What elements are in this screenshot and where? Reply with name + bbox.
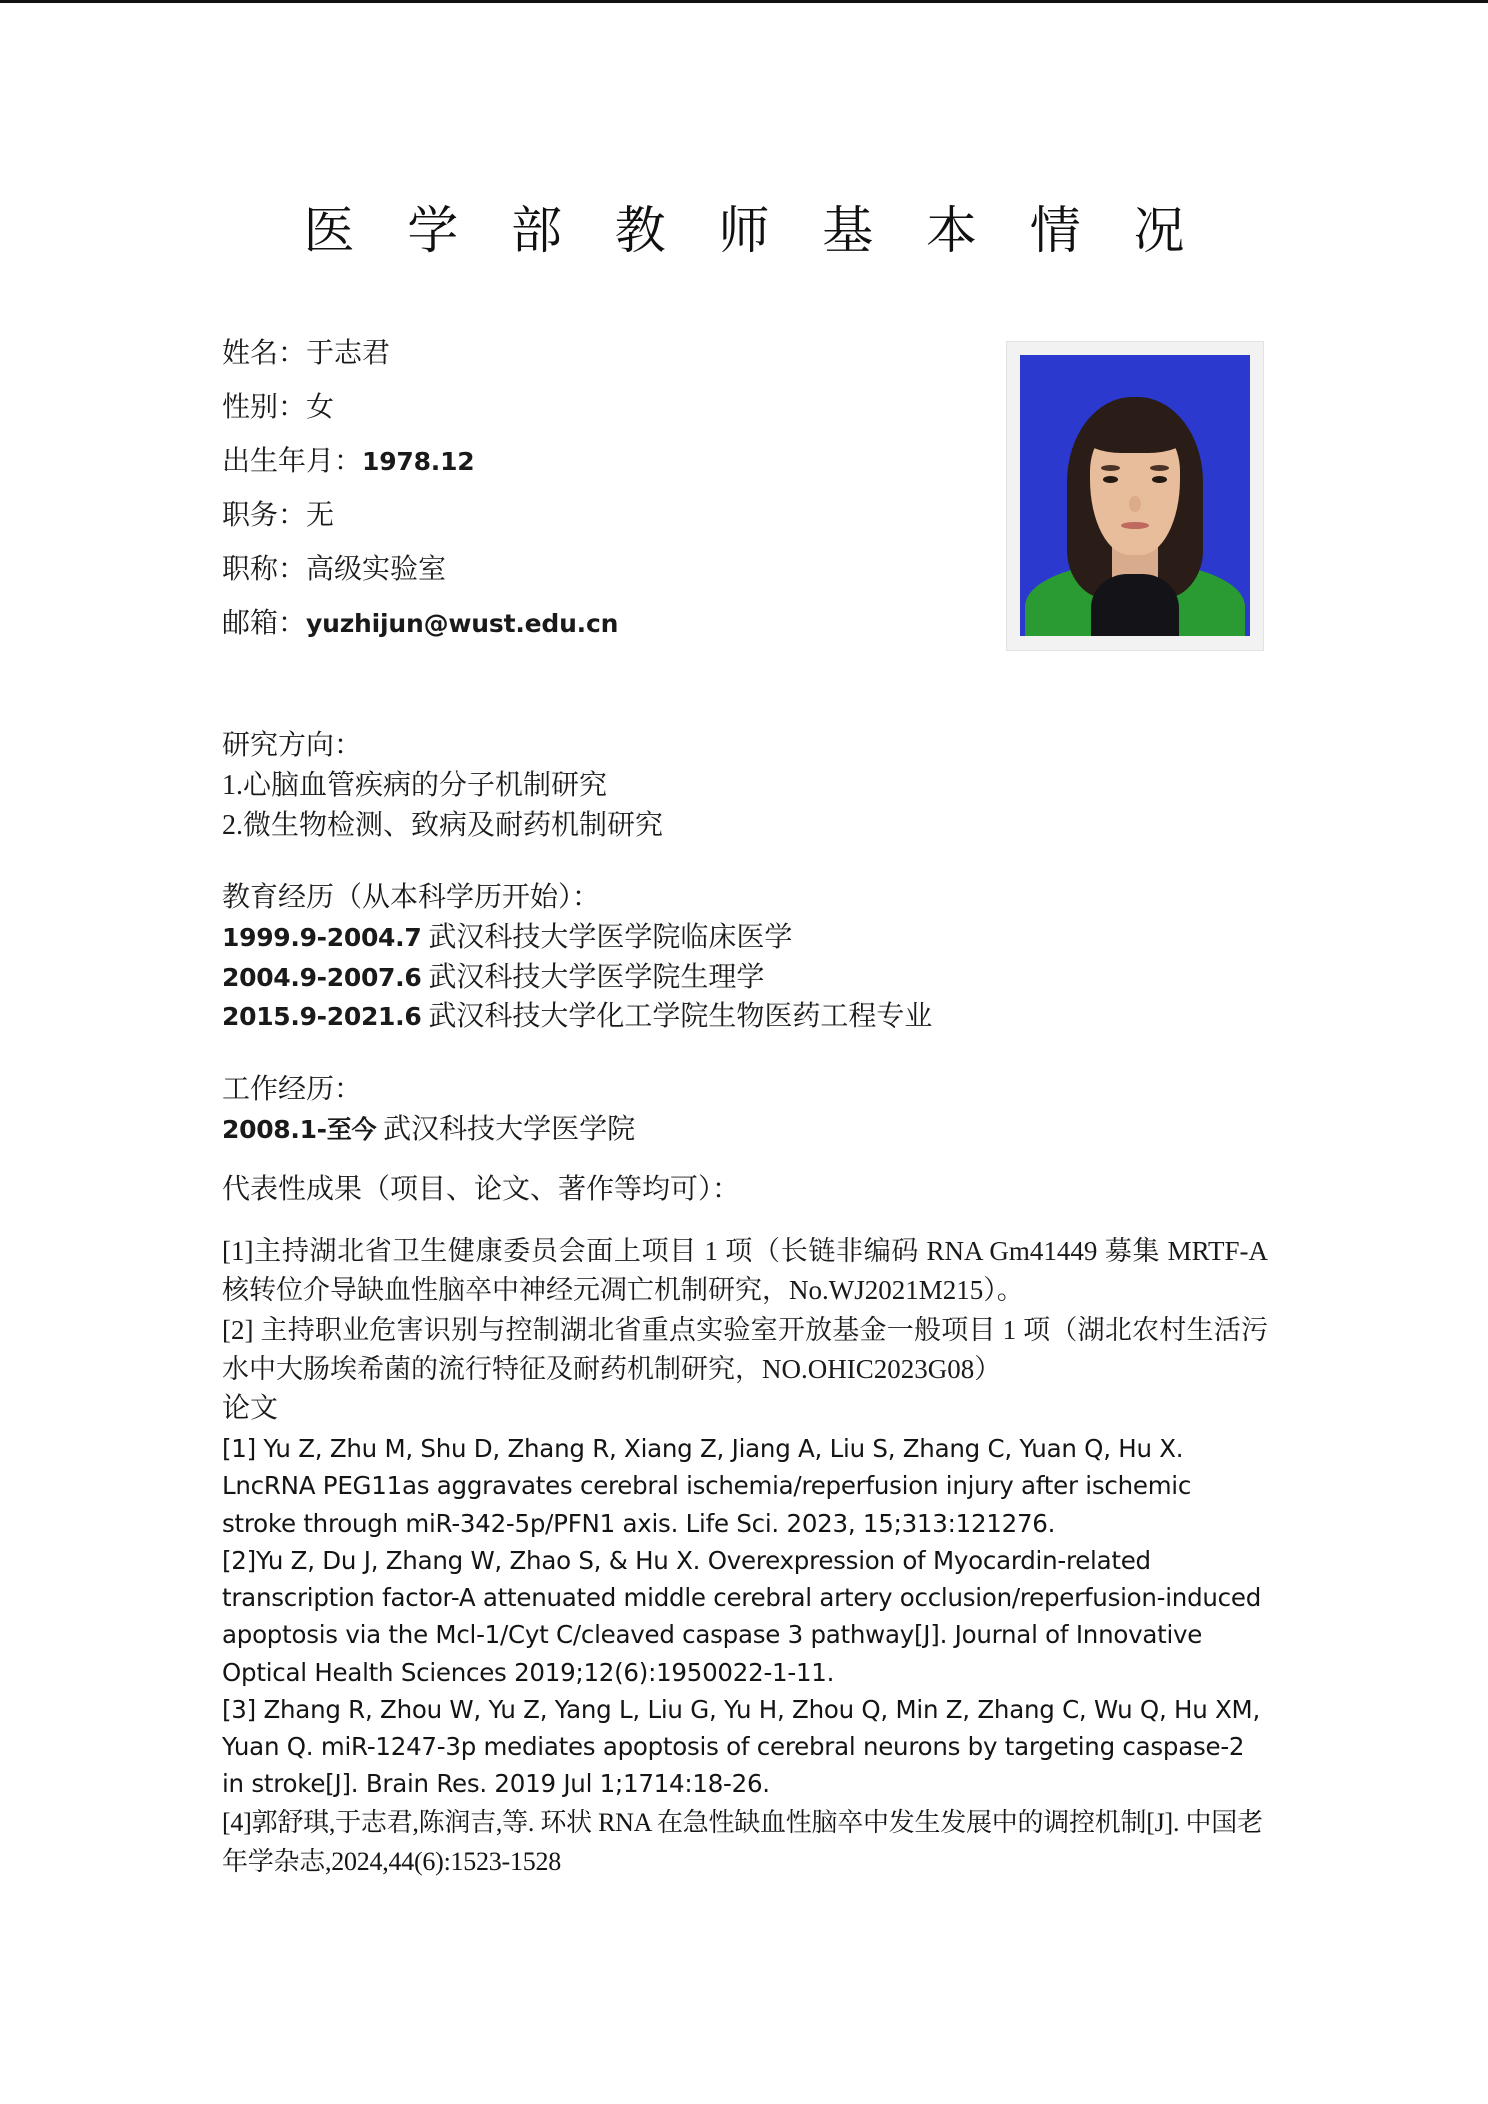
info-value-gender: 女 [306,392,335,423]
portrait-photo [1020,355,1250,636]
education-item-1 [222,918,1272,958]
info-row-email [222,610,942,638]
info-label-position: 职务： [222,500,307,531]
info-label-gender: 性别： [222,392,307,423]
education-item-2 [222,958,1272,998]
portrait-nose [1129,496,1141,513]
portrait-turtleneck [1091,574,1178,636]
info-label-name: 姓名： [222,338,307,369]
work-detail-1: 武汉科技大学医学院 [383,1113,636,1145]
achievements-project-2: [2] 主持职业危害识别与控制湖北省重点实验室开放基金一般项目 1 项（湖北农村生活污水中大肠埃希菌的流行特征及耐药机制研究，NO.OHIC2023G08） [222,1314,1268,1384]
work-heading: 工作经历： [222,1074,363,1105]
info-row-position [222,502,942,530]
education-period-1: 1999.9-2004.7 [222,922,422,952]
info-label-title: 职称： [222,554,307,585]
paper-reference-4: [4]郭舒琪,于志君,陈润吉,等. 环状 RNA 在急性缺血性脑卒中发生发展中的调控机制[J]. 中国老年学杂志,2024,44(6):1523-1528 [222,1807,1263,1877]
info-value-birthdate: 1978.12 [362,447,475,476]
papers-label: 论文 [222,1393,279,1425]
info-value-email: yuzhijun@wust.edu.cn [306,609,619,638]
education-heading: 教育经历（从本科学历开始）： [222,882,601,913]
info-value-position: 无 [306,500,335,531]
education-detail-3: 武汉科技大学化工学院生物医药工程专业 [428,1001,933,1033]
portrait-eyebrow-right [1150,465,1170,471]
work-item-1 [222,1110,1272,1150]
education-section [222,878,1272,1037]
basic-info-list [222,340,942,664]
education-detail-2: 武汉科技大学医学院生理学 [428,961,765,993]
education-period-3: 2015.9-2021.6 [222,1002,422,1032]
research-item-1: 1.心脑血管疾病的分子机制研究 [222,769,608,801]
research-heading: 研究方向： [222,730,363,761]
page-top-rule [0,0,1488,3]
info-row-name [222,340,942,368]
paper-reference-2: [2]Yu Z, Du J, Zhang W, Zhao S, & Hu X. Overexpression of Myocardin-related transcription factor-A attenuated middle cerebral artery occlusion/reperfusion-induced apoptosis via the Mcl-1/Cyt C/cleaved caspase 3 pathway[J]. Journal of Innovative Optical Health Sciences 2019;12(6):1950022-1-11. [222,1545,1262,1687]
research-item-2: 2.微生物检测、致病及耐药机制研究 [222,809,664,841]
work-period-1: 2008.1-至今 [222,1114,377,1144]
achievements-project-1: [1]主持湖北省卫生健康委员会面上项目 1 项（长链非编码 RNA Gm41449 募集 MRTF-A 核转位介导缺血性脑卒中神经元凋亡机制研究，No.WJ2021M215）。 [222,1235,1268,1306]
portrait-eyebrow-left [1101,465,1121,471]
info-label-email: 邮箱： [222,608,307,639]
page-title: 医 学 部 教 师 基 本 情 况 [303,204,1205,261]
info-value-name: 于志君 [306,338,391,369]
research-section [222,726,1272,845]
portrait-eye-left [1103,476,1118,483]
achievements-heading: 代表性成果（项目、论文、著作等均可）： [222,1174,741,1205]
info-row-birthdate [222,448,942,476]
info-value-title: 高级实验室 [306,554,447,585]
education-item-3 [222,997,1272,1037]
info-row-gender [222,394,942,422]
education-detail-1: 武汉科技大学医学院临床医学 [428,921,793,953]
info-label-birthdate: 出生年月： [222,446,363,477]
work-section [222,1070,1272,1150]
paper-reference-3: [3] Zhang R, Zhou W, Yu Z, Yang L, Liu G, Yu H, Zhou Q, Min Z, Zhang C, Wu Q, Hu XM, Yuan Q. miR-1247-3p mediates apoptosis of cerebral neurons by targeting caspase-2 in stroke[J]. Brain Res. 2019 Jul 1;1714:18-26. [222,1694,1260,1799]
education-period-2: 2004.9-2007.6 [222,962,422,992]
info-row-title [222,556,942,584]
achievements-section [222,1170,1268,1882]
portrait-photo-frame [1006,341,1264,651]
paper-reference-1: [1] Yu Z, Zhu M, Shu D, Zhang R, Xiang Z, Jiang A, Liu S, Zhang C, Yuan Q, Hu X. LncRNA PEG11as aggravates cerebral ischemia/reperfusion injury after ischemic stroke through miR-342-5p/PFN1 axis. Life Sci. 2023, 15;313:121276. [222,1434,1192,1538]
portrait-fringe [1084,408,1185,453]
